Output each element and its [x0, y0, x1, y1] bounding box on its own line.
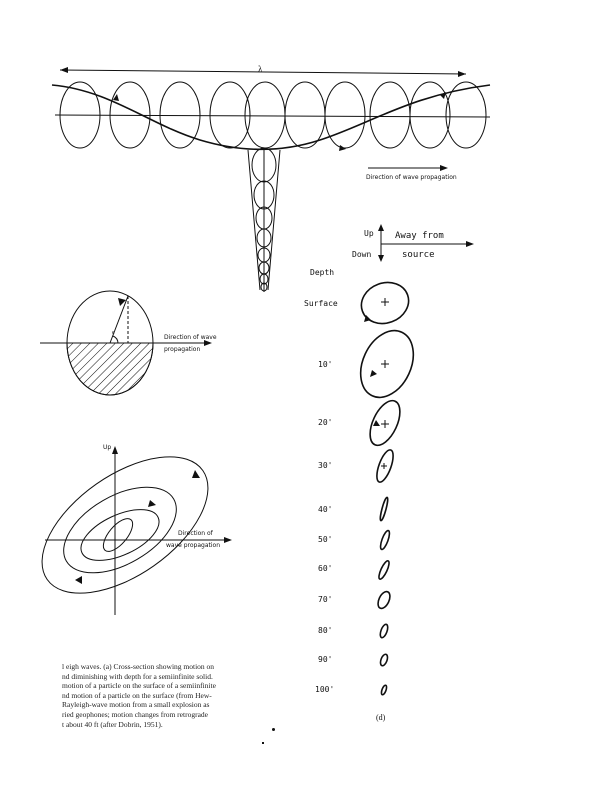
- source-label-d: source: [402, 250, 435, 260]
- depth-label-20: 20': [318, 418, 333, 427]
- orbit-50ft: [379, 530, 391, 551]
- orbit-70ft: [376, 590, 393, 611]
- up-label-d: Up: [364, 229, 374, 238]
- caption-line: Rayleigh-wave motion from a small explosion as: [62, 700, 210, 710]
- scan-speck: [272, 728, 275, 731]
- up-label-c: Up: [103, 444, 112, 451]
- orbit-60ft: [377, 560, 391, 581]
- caption-line: l eigh waves. (a) Cross-section showing motion on: [62, 662, 215, 671]
- orbit-80ft: [379, 623, 389, 638]
- propagation-label-b-line2: propagation: [164, 346, 201, 353]
- center-cross: [381, 360, 389, 368]
- depth-label-90: 90': [318, 655, 333, 664]
- orbit-40ft: [379, 497, 389, 521]
- depth-label-40: 40': [318, 505, 333, 514]
- caption-line: nd diminishing with depth for a semiinfinite solid.: [62, 671, 213, 681]
- propagation-label-c-line1: Direction of: [178, 530, 213, 537]
- propagation-label-b-line1: Direction of wave: [164, 334, 217, 341]
- orbit-100ft: [380, 685, 387, 696]
- orbit-90ft: [379, 653, 389, 666]
- center-cross: [381, 420, 389, 428]
- caption-line: motion of a particle on the surface of a semiinfinite: [62, 681, 216, 691]
- depth-label-80: 80': [318, 626, 333, 635]
- angle-label-b: e: [112, 330, 115, 336]
- depth-orbits-d: [350, 276, 423, 695]
- scan-speck: [262, 742, 264, 744]
- caption-line: ried geophones; motion changes from retrograde: [62, 709, 208, 719]
- propagation-label-c-line2: wave propagation: [166, 542, 221, 549]
- up-arrow-head-d: [378, 224, 384, 231]
- wavelength-label: λ: [258, 64, 263, 74]
- orbit-arrow-d: [370, 370, 377, 377]
- propagation-label-a: Direction of wave propagation: [366, 174, 457, 181]
- depth-label-surface: Surface: [304, 299, 338, 308]
- depth-label-30: 30': [318, 461, 333, 470]
- center-cross: [381, 463, 387, 469]
- depth-label-10: 10': [318, 360, 333, 369]
- figure-caption: [62, 662, 252, 729]
- depth-label-50: 50': [318, 535, 333, 544]
- caption-line: nd motion of a particle on the surface (from Hew-: [62, 690, 212, 700]
- depth-label-70: 70': [318, 595, 333, 604]
- panel-label-d: (d): [376, 713, 386, 722]
- away-from-label-d: Away from: [395, 231, 444, 241]
- orbit-arrow-d: [373, 420, 380, 426]
- depth-header-d: Depth: [310, 268, 335, 277]
- center-cross: [381, 298, 389, 306]
- down-arrow-head-d: [378, 255, 384, 262]
- down-label-d: Down: [352, 250, 372, 259]
- depth-label-100: 100': [315, 685, 335, 694]
- depth-label-60: 60': [318, 564, 333, 573]
- caption-line: t about 40 ft (after Dobrin, 1951).: [62, 719, 163, 729]
- away-arrow-head-d: [466, 241, 474, 247]
